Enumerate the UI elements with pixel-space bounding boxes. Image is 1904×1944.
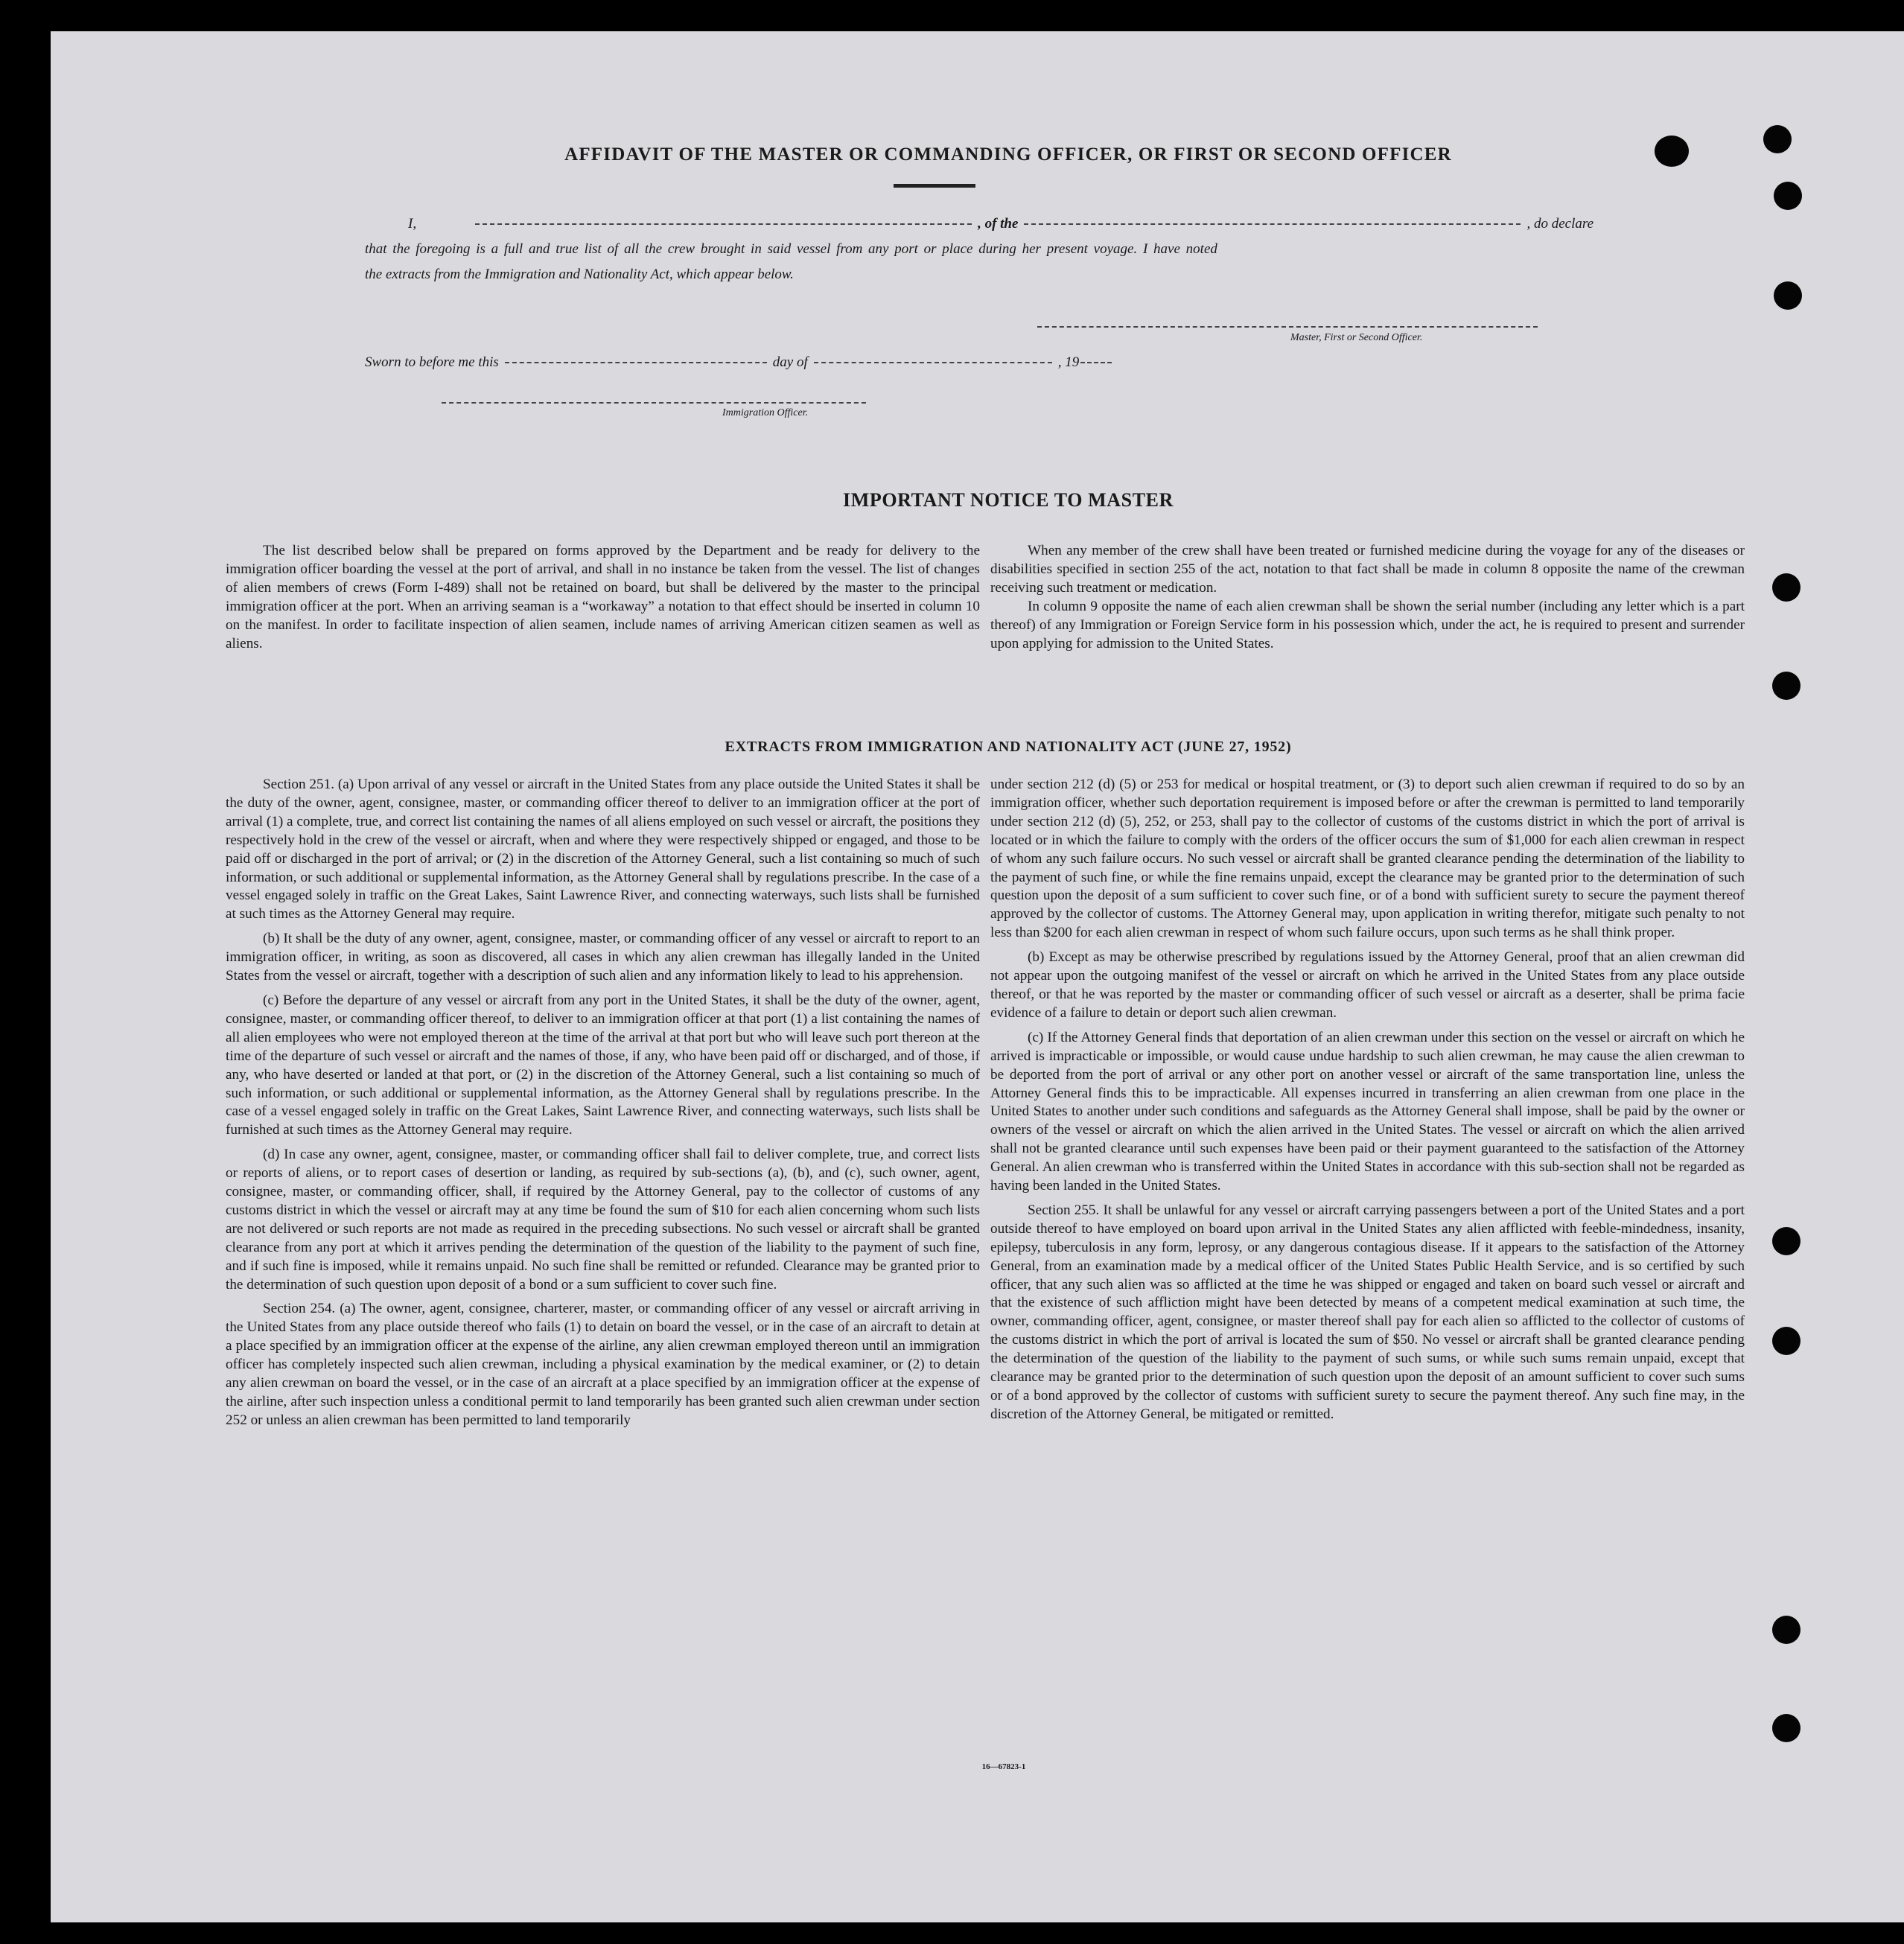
form-number: 16—67823-1 [981, 1762, 1026, 1771]
punch-hole-icon [1774, 182, 1802, 210]
officer-signature-label: Immigration Officer. [722, 407, 809, 418]
day-of-label: day of [772, 354, 808, 370]
sworn-row [365, 350, 1258, 375]
extracts-right-column [990, 776, 1745, 1424]
notice-left-paragraph: The list described below shall be prepared on forms approved by the Department and be ready for delivery to the immigration officer boarding the vessel at the port of arrival, and shall in no instance be taken from the vessel. The list of changes of alien members of crews (Form I-489) shall not be retained on board, but shall be delivered by the master to the principal immigration officer at the port. When an arriving seaman is a “workaway” a notation to that effect should be inserted in column 10 on the manifest. In order to facilitate inspection of alien seamen, include names of arriving American citizen seamen as well as aliens. [226, 543, 980, 651]
notice-right-paragraph: In column 9 opposite the name of each alien crewman shall be shown the serial number (including any letter which is a part thereof) of any Immigration or Foreign Service form in his possession which, under the act, he is required to present and surrender upon applying for admission to the United States. [990, 598, 1745, 651]
do-declare-label: , do declare [1526, 216, 1594, 232]
extracts-title: EXTRACTS FROM IMMIGRATION AND NATIONALITY ACT (JUNE 27, 1952) [725, 739, 1292, 755]
punch-hole-icon [1772, 1327, 1800, 1355]
notice-left-column [226, 542, 980, 653]
vessel-field[interactable] [1024, 223, 1521, 225]
officer-signature-line[interactable] [442, 402, 866, 404]
form-sheet [51, 31, 1904, 1922]
affidavit-title: AFFIDAVIT OF THE MASTER OR COMMANDING OFFICER, OR FIRST OR SECOND OFFICER [564, 144, 1452, 165]
notice-right-paragraph: When any member of the crew shall have been treated or furnished medicine during the voyage for any of the diseases or disabilities specified in section 255 of the act, notation to that fact shall be made in column 8 opposite the name of the crewman receiving such treatment or medication. [990, 543, 1745, 596]
name-field[interactable] [475, 223, 972, 225]
punch-hole-icon [1774, 281, 1802, 310]
notice-title: IMPORTANT NOTICE TO MASTER [842, 489, 1174, 511]
sworn-month-field[interactable] [814, 362, 1052, 363]
section-254-b: (b) Except as may be otherwise prescribed by regulations issued by the Attorney General, proof that an alien crewman did not appear upon the outgoing manifest of the vessel or aircraft on which he arrived in the United States from any place outside thereof, or that he was reported by the master or commanding officer of such vessel or aircraft as a deserter, shall be prima facie evidence of a failure to detain or deport such alien crewman. [990, 949, 1745, 1021]
declaration-line-3 [365, 262, 1593, 287]
section-254-a-cont: under section 212 (d) (5) or 253 for medical or hospital treatment, or (3) to deport such alien crewman if required to do so by an immigration officer, whether such deportation requirement is imposed before or after the crewman is permitted to land temporarily under section 212 (d) (5), 252, or 253, shall pay to the collector of customs of the customs district in which the port of arrival is located or in which the failure to comply with the orders of the officer occurs the sum of $1,000 for each alien crewman in respect of whom any such failure occurs. No such vessel or aircraft shall be granted clearance pending the determination of the liability to the payment of such fine, or while the fine remains unpaid, except the clearance may be granted prior to the determination of such question upon the deposit of a sum sufficient to cover such fine, or of a bond with sufficient surety to secure the payment thereof approved by the collector of customs. The Attorney General may, upon application in writing therefor, mitigate such penalty to not less than $200 for each alien crewman in respect of whom such failure occurs, upon such terms as he shall think proper. [990, 777, 1745, 941]
notice-right-column [990, 542, 1745, 653]
sworn-label: Sworn to before me this [365, 354, 499, 370]
punch-hole-icon [1772, 1616, 1800, 1644]
sworn-year-field[interactable] [1080, 362, 1112, 363]
of-the-label: , of the [978, 216, 1019, 232]
extracts-left-column [226, 776, 980, 1430]
master-signature-line[interactable] [1037, 326, 1538, 328]
punch-hole-icon [1772, 1714, 1800, 1742]
section-255: Section 255. It shall be unlawful for any vessel or aircraft carrying passengers between a port of the United States and a port outside thereof to have employed on board upon arrival in the United States any alien afflicted with feeble-mindedness, insanity, epilepsy, tuberculosis in any form, leprosy, or any dangerous contagious disease. If it appears to the satisfaction of the Attorney General, from an examination made by a medical officer of the United States Public Health Service, and is so certified by such officer, that any such alien was so afflicted at the time he was shipped or engaged and taken on board such vessel or aircraft and that the existence of such affliction might have been detected by means of a competent medical examination at such time, the owner, commanding officer, agent, consignee, or master thereof shall pay for each alien so afflicted to the collector of customs of the customs district in which the port of arrival is located the sum of $50. No vessel or aircraft shall be granted clearance pending the determination of the question of the liability to the payment of such sums, or while such sums remain unpaid, except that clearance may be granted prior to the determination of such question upon the deposit of an amount sufficient to cover such sums or of a bond approved by the collector of customs with sufficient surety to secure the payment thereof. Any such fine may, in the discretion of the Attorney General, be mitigated or remitted. [990, 1202, 1745, 1422]
punch-hole-icon [1772, 573, 1800, 602]
section-254-c: (c) If the Attorney General finds that deportation of an alien crewman under this section on the vessel or aircraft on which he arrived is impracticable or impossible, or would cause undue hardship to such alien crewman, he may cause the alien crewman to be deported from the port of arrival or any other port on another vessel or aircraft of the same transportation line, unless the Attorney General finds this to be impracticable. All expenses incurred in transferring an alien crewman from one place in the United States to another under such conditions and safeguards as the Attorney General shall impose, shall be paid by the owner or owners of the vessel or aircraft on which the alien arrived in the United States. The vessel or aircraft on which the alien arrived shall not be granted clearance until such expenses have been paid or their payment guaranteed to the satisfaction of the Attorney General. An alien crewman who is transferred within the United States in accordance with this sub-section shall not be regarded as having been landed in the United States. [990, 1029, 1745, 1194]
punch-hole-icon [1763, 125, 1792, 153]
declaration-line-3-text: the extracts from the Immigration and Nationality Act, which appear below. [365, 267, 794, 282]
section-251-b: (b) It shall be the duty of any owner, agent, consignee, master, or commanding officer of any vessel or aircraft to report to an immigration officer, in writing, as soon as discovered, all cases in which any alien crewman has illegally landed in the United States from the vessel or aircraft, together with a description of such alien and any information likely to lead to his apprehension. [226, 931, 980, 984]
punch-hole-icon [1772, 672, 1800, 700]
sworn-day-field[interactable] [505, 362, 767, 363]
section-251-a: Section 251. (a) Upon arrival of any vessel or aircraft in the United States from any place outside the United States it shall be the duty of the owner, agent, consignee, master, or commanding officer thereof to deliver to an immigration officer at the port of arrival (1) a complete, true, and correct list containing the names of all aliens employed on such vessel or aircraft, the positions they respectively hold in the crew of the vessel or aircraft, when and where they were respectively shipped or engaged, and those to be paid off or discharged in the port of arrival; or (2) in the discretion of the Attorney General, such a list containing so much of such information, or such additional or supplemental information, as the Attorney General shall by regulations prescribe. In the case of a vessel engaged solely in traffic on the Great Lakes, Saint Lawrence River, and connecting waterways, such lists shall be furnished at such times as the Attorney General may require. [226, 777, 980, 922]
punch-hole-icon [1655, 136, 1689, 167]
section-254-a: Section 254. (a) The owner, agent, consignee, charterer, master, or commanding officer of any vessel or aircraft arriving in the United States from any place outside thereof who fails (1) to detain on board the vessel, or in the case of an aircraft to detain at a place specified by an immigration officer at the expense of the airline, any alien crewman employed thereon until an immigration officer has completely inspected such alien crewman, including a physical examination by the medical examiner, or (2) to detain any alien crewman on board the vessel, or in the case of an aircraft at a place specified by an immigration officer at the expense of the airline, after such inspection unless a conditional permit to land temporarily has been granted such alien crewman under section 252 or unless an alien crewman has been permitted to land temporarily [226, 1301, 980, 1428]
declaration-line-1 [365, 211, 1593, 237]
section-251-c: (c) Before the departure of any vessel or aircraft from any port in the United States, it shall be the duty of the owner, agent, consignee, master, or commanding officer thereof, to deliver to an immigration officer at that port (1) a list containing the names of all alien employees who were not employed thereon at the time of the arrival at that port but who will leave such port thereon at the time of the departure of such vessel or aircraft and the names of those, if any, who have been paid off or discharged, and of those, if any, who have deserted or landed at that port, or (2) in the discretion of the Attorney General, such a list containing so much of such information, or such additional or supplemental information, as the Attorney General shall by regulations prescribe. In the case of a vessel engaged solely in traffic on the Great Lakes, Saint Lawrence River, and connecting waterways, such lists shall be furnished at such times as the Attorney General may require. [226, 992, 980, 1138]
year-label: , 19 [1057, 354, 1080, 370]
section-251-d: (d) In case any owner, agent, consignee, master, or commanding officer shall fail to deliver complete, true, and correct lists or reports of aliens, or to report cases of desertion or landing, as required by sub-sections (a), (b), and (c), such owner, agent, consignee, master, or commanding officer, shall, if required by the Attorney General, pay to the collector of customs of any customs district in which the vessel or aircraft may at any time be found the sum of $10 for each alien concerning whom such lists are not delivered or such reports are not made as required in the preceding subsections. No such vessel or aircraft shall be granted clearance from any port at which it arrives pending the determination of the question of the liability to the payment of such fine, and if such fine is imposed, while it remains unpaid. No such fine shall be remitted or refunded. Clearance may be granted prior to the determination of such question upon deposit of a bond or a sum sufficient to cover such fine. [226, 1147, 980, 1293]
punch-hole-icon [1772, 1227, 1800, 1255]
declaration-line-2-text: that the foregoing is a full and true list of all the crew brought in said vessel from any port or place during her present voyage. I have noted [365, 241, 1217, 257]
declaration-line-2 [365, 237, 1593, 262]
master-signature-label: Master, First or Second Officer. [1290, 332, 1423, 343]
declaration-i: I, [408, 216, 417, 232]
title-rule [894, 184, 975, 188]
declaration-block [365, 211, 1593, 287]
